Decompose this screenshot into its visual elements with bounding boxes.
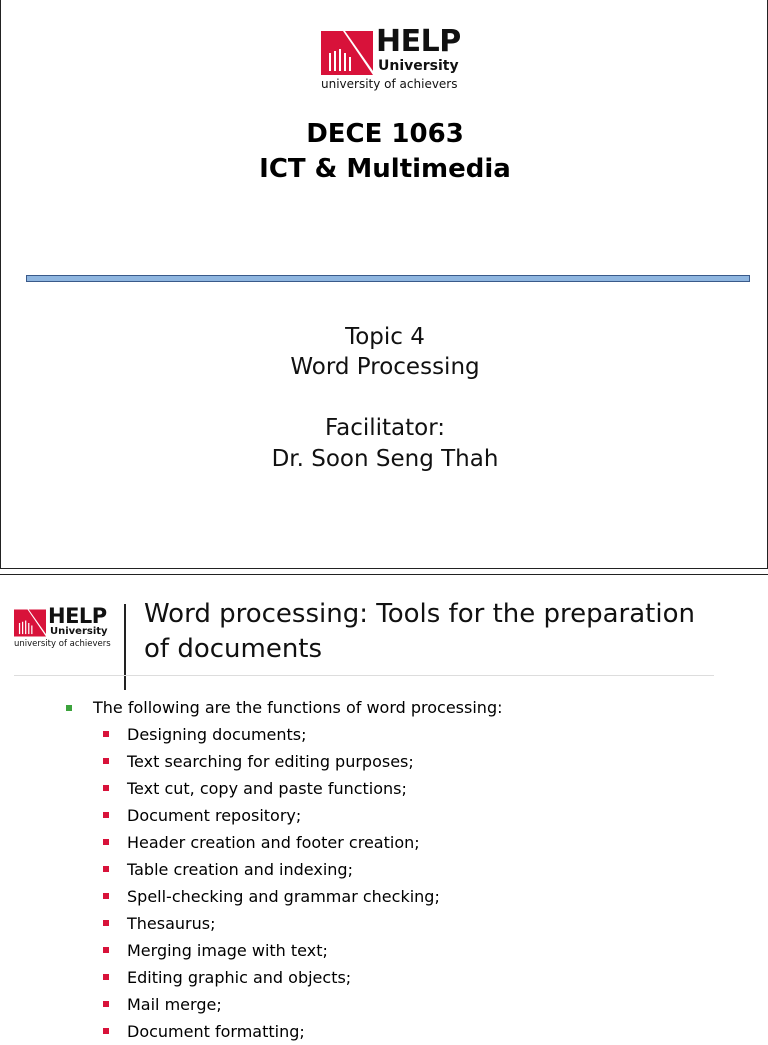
facilitator-name: Dr. Soon Seng Thah: [271, 446, 499, 472]
red-bullet-icon: [103, 1001, 109, 1007]
logo-tagline: university of achievers: [321, 77, 458, 91]
function-list-item: [66, 937, 502, 964]
content-slide: [0, 574, 768, 1041]
logo-brand: HELP: [48, 604, 107, 628]
function-list-item: [66, 721, 502, 748]
function-list-item: [66, 748, 502, 775]
title-underline: [14, 675, 714, 676]
course-code: DECE 1063: [306, 119, 464, 149]
help-logo-mark-icon: [321, 31, 373, 75]
red-bullet-icon: [103, 812, 109, 818]
function-list-item-text: Thesaurus;: [127, 914, 216, 933]
red-bullet-icon: [103, 839, 109, 845]
topic-title: Word Processing: [290, 354, 480, 380]
function-list-item: [66, 991, 502, 1018]
red-bullet-icon: [103, 758, 109, 764]
function-list-item: [66, 856, 502, 883]
logo-tagline: university of achievers: [14, 639, 111, 649]
help-university-logo: [321, 24, 471, 98]
red-bullet-icon: [103, 947, 109, 953]
function-list-item-text: Document formatting;: [127, 1022, 305, 1041]
topic-number: Topic 4: [345, 324, 425, 350]
function-list-item: [66, 829, 502, 856]
red-bullet-icon: [103, 1028, 109, 1034]
function-list-item: [66, 964, 502, 991]
function-list-item: [66, 775, 502, 802]
function-list-item: [66, 910, 502, 937]
help-university-logo-small: [14, 604, 124, 657]
function-list-item-text: Designing documents;: [127, 725, 307, 744]
title-separator: [124, 604, 126, 690]
red-bullet-icon: [103, 893, 109, 899]
function-list-item-text: Document repository;: [127, 806, 302, 825]
logo-university: University: [378, 58, 459, 74]
green-bullet-icon: [66, 705, 72, 711]
title-divider: [26, 275, 750, 282]
function-list-item-text: Editing graphic and objects;: [127, 968, 352, 987]
function-list-item: [66, 802, 502, 829]
red-bullet-icon: [103, 731, 109, 737]
red-bullet-icon: [103, 920, 109, 926]
function-list: [66, 721, 502, 1045]
slide-title-line-1: Word processing: Tools for the preparation: [144, 599, 695, 629]
facilitator-label: Facilitator:: [324, 415, 446, 441]
logo-brand: HELP: [376, 24, 461, 59]
red-bullet-icon: [103, 866, 109, 872]
function-list-item-text: Text cut, copy and paste functions;: [127, 779, 407, 798]
slide-title-line-2: of documents: [144, 634, 323, 664]
function-list-item-text: Mail merge;: [127, 995, 222, 1014]
sub-list-container: [66, 721, 502, 1045]
bullet-intro: [66, 695, 502, 721]
help-logo-mark-icon: [14, 609, 46, 637]
function-list-item: [66, 883, 502, 910]
function-list-item-text: Merging image with text;: [127, 941, 328, 960]
red-bullet-icon: [103, 974, 109, 980]
function-list-item-text: Table creation and indexing;: [127, 860, 353, 879]
bullet-intro-text: The following are the functions of word processing:: [93, 698, 503, 717]
slide-title: [144, 597, 754, 667]
function-list-item-text: Text searching for editing purposes;: [127, 752, 414, 771]
course-name: ICT & Multimedia: [259, 154, 511, 184]
red-bullet-icon: [103, 785, 109, 791]
logo-university: University: [50, 626, 108, 637]
bullet-list: [66, 695, 502, 1045]
function-list-item: [66, 1018, 502, 1045]
function-list-item-text: Header creation and footer creation;: [127, 833, 420, 852]
function-list-item-text: Spell-checking and grammar checking;: [127, 887, 440, 906]
